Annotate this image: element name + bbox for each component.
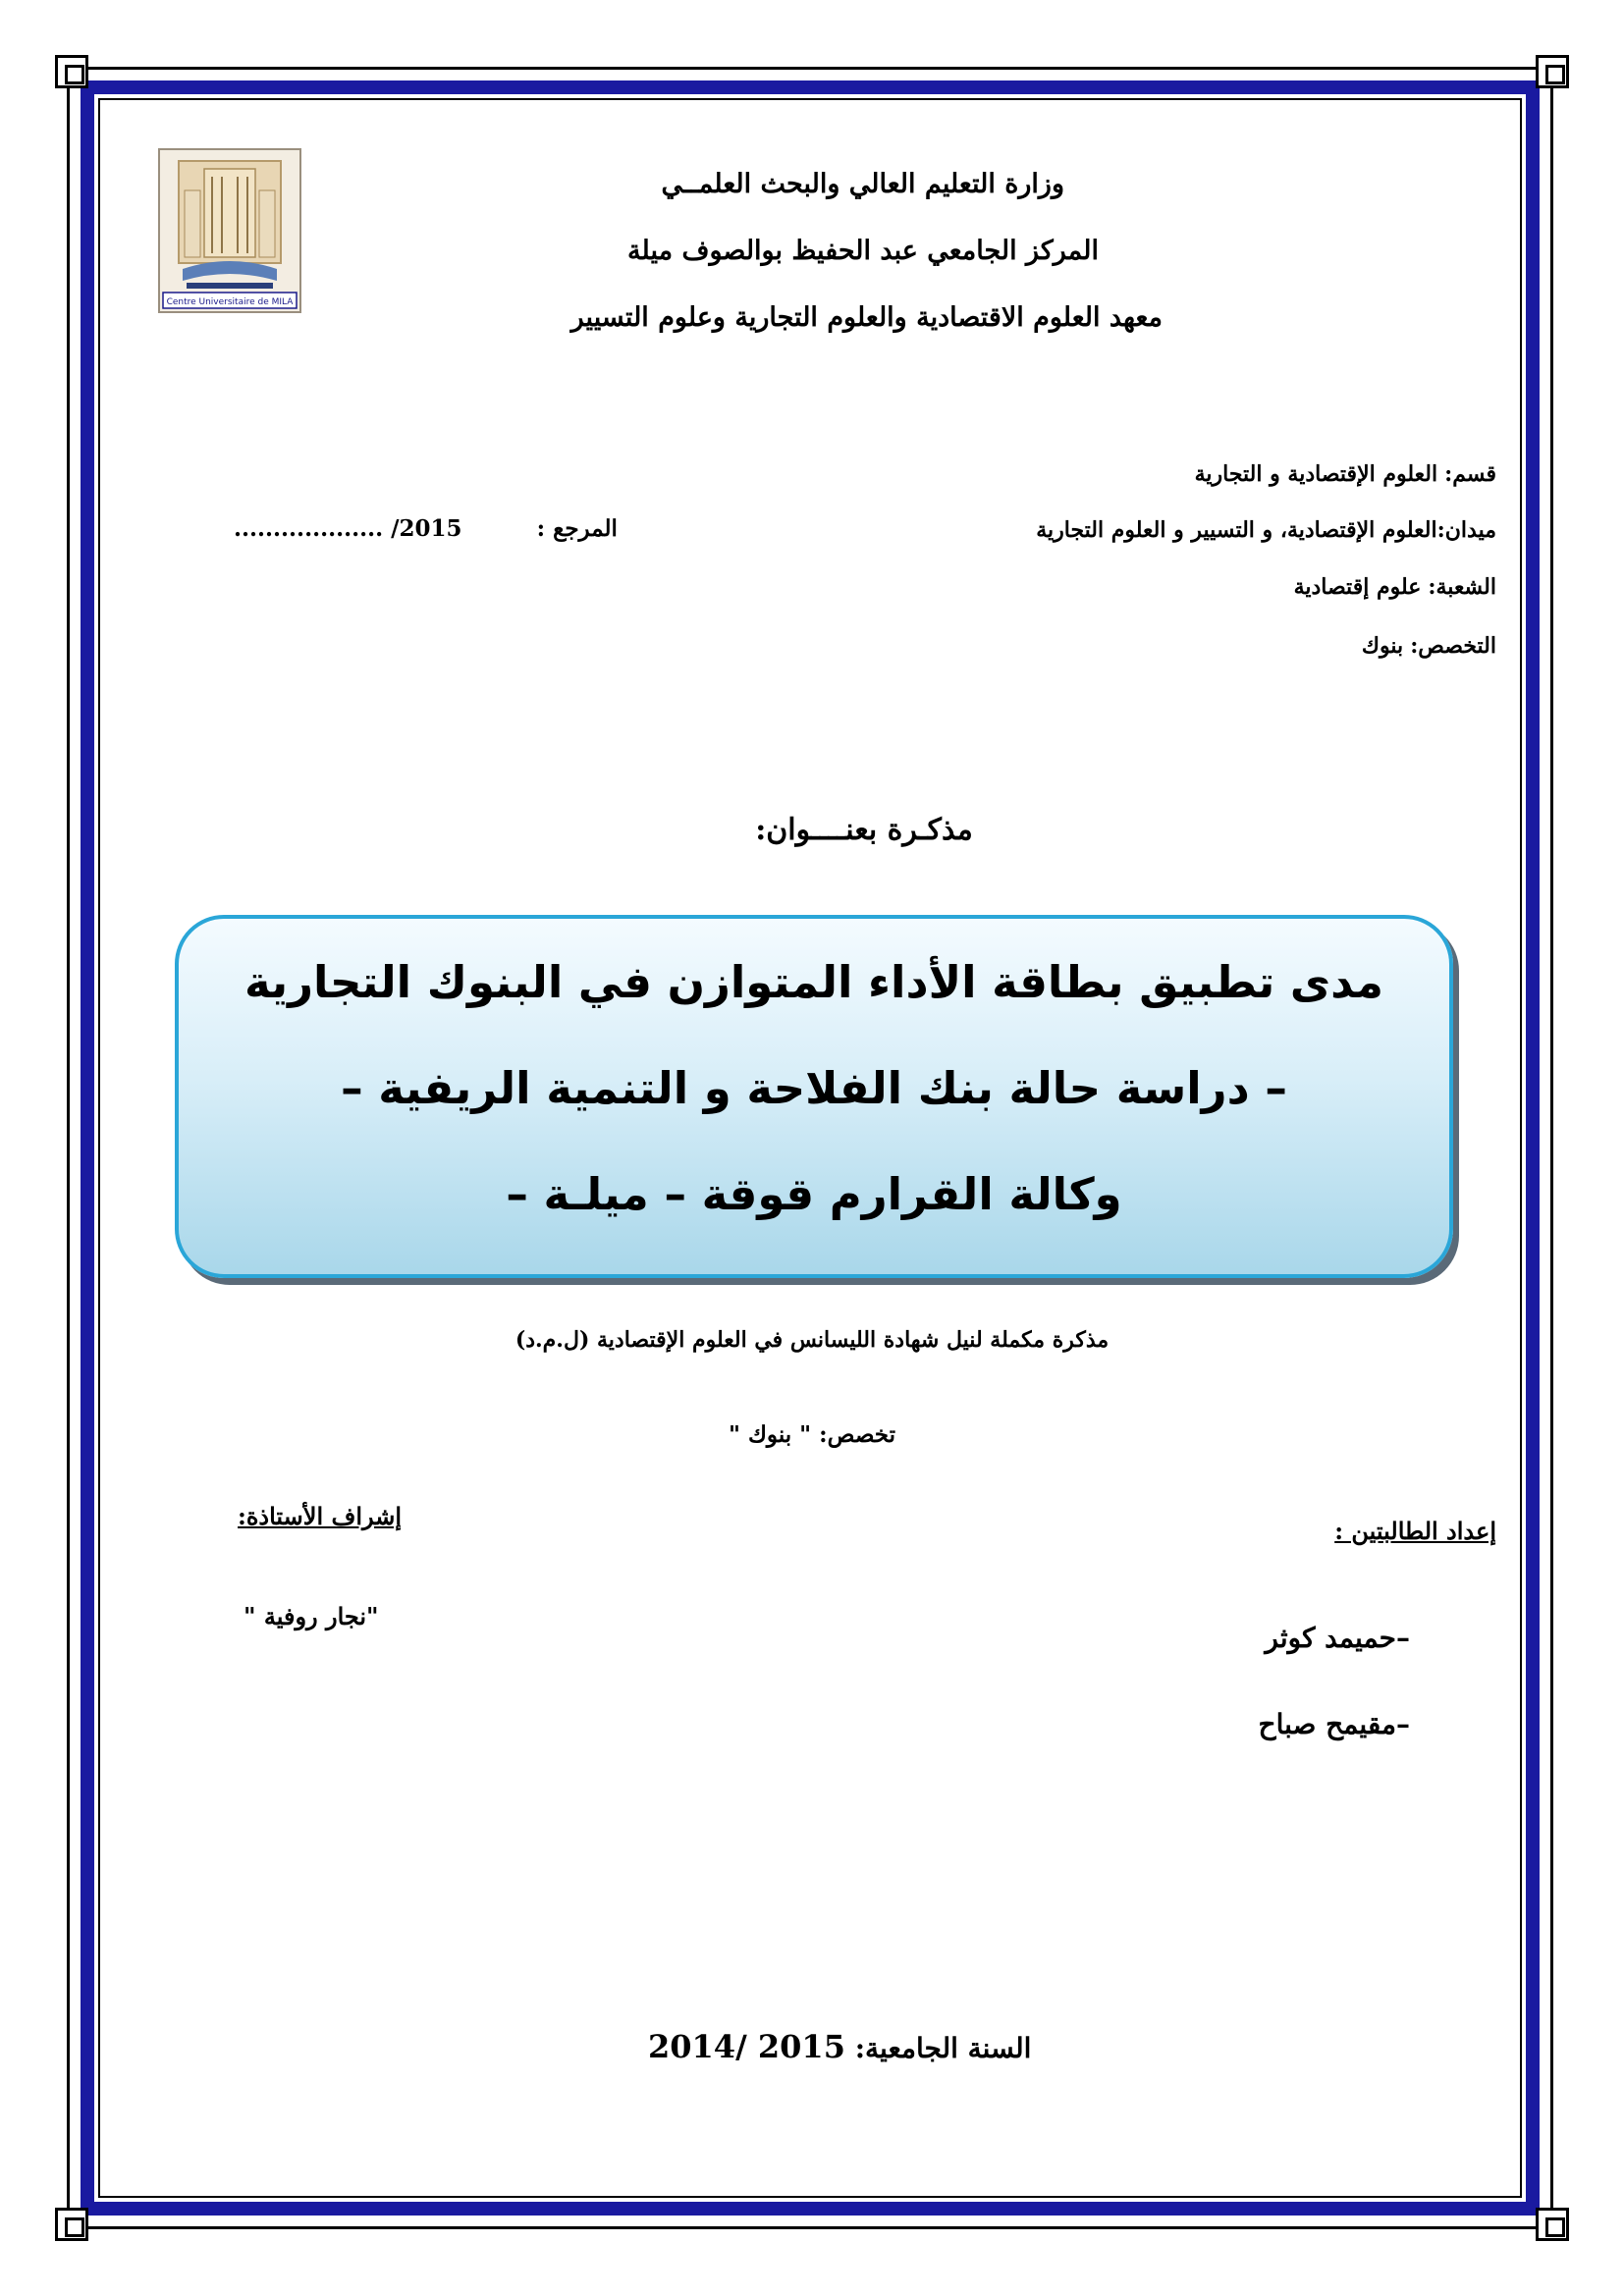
frame-corner-top-right [1536, 55, 1569, 88]
ministry-name: وزارة التعليم العالي والبحث العلمــي [661, 169, 1064, 199]
field-value: العلوم الإقتصادية، و التسيير و العلوم التجارية [1036, 517, 1437, 543]
student-name-2: –مقيمح صباح [1258, 1708, 1410, 1740]
logo-label: Centre Universitaire de MILA [166, 297, 294, 307]
reference-line [234, 515, 618, 542]
department-value: العلوم الإقتصادية و التجارية [1194, 461, 1438, 487]
branch-line [1294, 574, 1496, 600]
frame-corner-bottom-left [55, 2208, 88, 2241]
specialty-line [1362, 633, 1496, 659]
academic-year-line [648, 2028, 1031, 2065]
field-label: ميدان: [1436, 517, 1496, 543]
institute-name: معهد العلوم الاقتصادية والعلوم التجارية وعلوم التسيير [570, 302, 1163, 333]
academic-year-value: 2014/ 2015 [648, 2028, 845, 2065]
specialty-label: التخصص: [1410, 633, 1496, 659]
supervisor-name: "نجار روفية " [244, 1602, 379, 1630]
university-logo [157, 147, 302, 314]
reference-label: المرجع : [536, 515, 618, 542]
department-line [1195, 461, 1496, 487]
academic-year-label: السنة الجامعية: [854, 2032, 1032, 2064]
thesis-title-line-3: وكالة القرارم قوقة – ميلـة – [506, 1168, 1122, 1220]
field-line [1036, 517, 1496, 543]
department-label: قسم: [1444, 461, 1496, 487]
thesis-title-line-1: مدى تطبيق بطاقة الأداء المتوازن في البنوك التجارية [244, 956, 1384, 1008]
specialty-value: بنوك [1361, 633, 1404, 659]
university-building-logo-icon [157, 147, 302, 314]
reference-value: ................... /2015 [234, 515, 462, 542]
students-label: إعداد الطالبتين : [1334, 1517, 1496, 1545]
branch-label: الشعبة: [1428, 574, 1496, 600]
frame-corner-top-left [55, 55, 88, 88]
branch-value: علوم إقتصادية [1293, 574, 1422, 600]
memo-title-label: مذكـرة بعنــــوان: [755, 813, 973, 847]
thesis-title-box [175, 915, 1453, 1278]
supervisor-label: إشراف الأستاذة: [238, 1502, 403, 1530]
university-name: المركز الجامعي عبد الحفيظ بوالصوف ميلة [627, 236, 1099, 266]
degree-statement: مذكرة مكملة لنيل شهادة الليسانس في العلوم الإقتصادية (ل.م.د) [514, 1327, 1110, 1353]
frame-corner-bottom-right [1536, 2208, 1569, 2241]
thesis-title-line-2: – دراسة حالة بنك الفلاحة و التنمية الريفية – [341, 1062, 1287, 1114]
student-name-1: –حميمد كوثر [1265, 1622, 1410, 1654]
memo-specialty: تخصص: " بنوك " [728, 1421, 896, 1448]
